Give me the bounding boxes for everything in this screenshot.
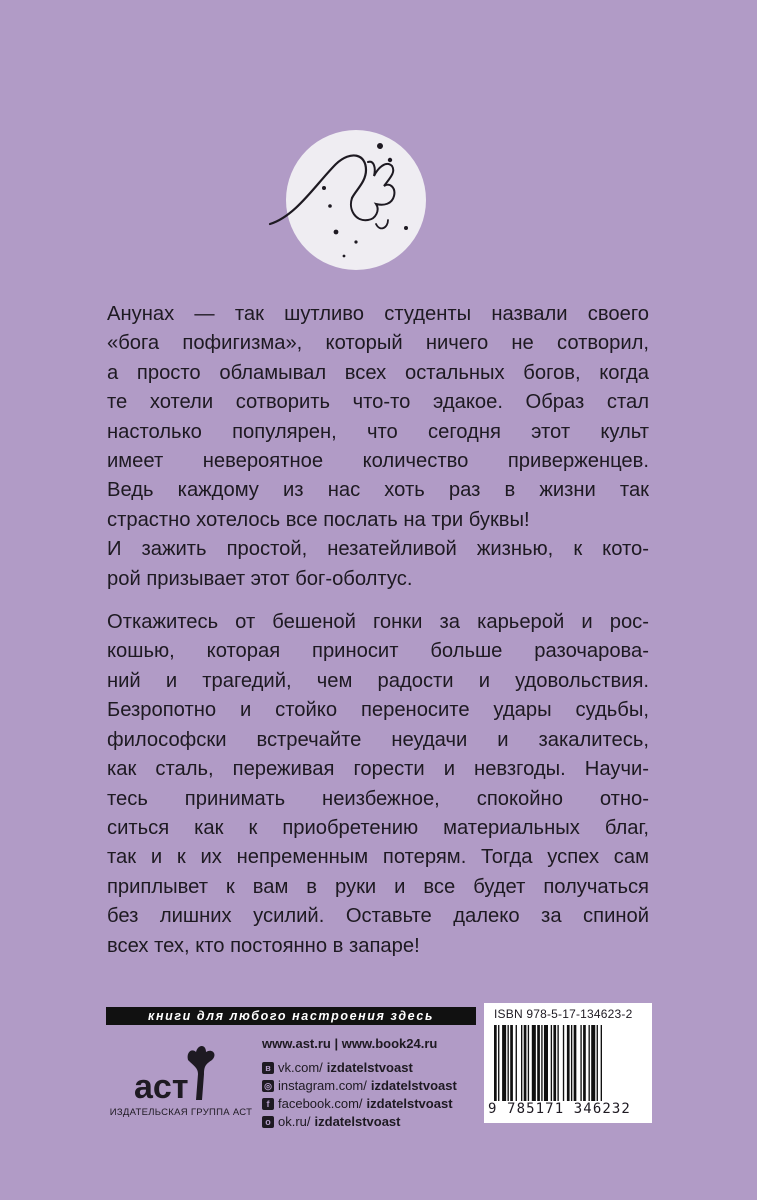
barcode-stripe bbox=[601, 1025, 602, 1101]
barcode-stripe bbox=[574, 1025, 577, 1101]
barcode-bars bbox=[494, 1025, 644, 1101]
text-line: кошью, которая приносит больше разочарова- bbox=[107, 640, 649, 663]
barcode-stripe bbox=[502, 1025, 506, 1101]
barcode-digits: 9 785171 346232 bbox=[488, 1101, 631, 1117]
social-link-vk[interactable]: в vk.com/ izdatelstvoast bbox=[262, 1059, 457, 1077]
blurb-paragraph-1 bbox=[107, 300, 649, 594]
moon-hand-illustration bbox=[256, 124, 456, 274]
barcode-stripe bbox=[494, 1025, 497, 1101]
text-line: те хотели сотворить что-то эдакое. Образ стал bbox=[107, 391, 649, 414]
barcode-stripe bbox=[557, 1025, 558, 1101]
barcode-stripe bbox=[524, 1025, 527, 1101]
text-line: ситься как к приобретению материальных благ, bbox=[107, 816, 649, 839]
text-line: Ведь каждому из нас хоть раз в жизни так bbox=[107, 479, 649, 502]
facebook-icon: f bbox=[262, 1098, 274, 1110]
text-line: настолько популярен, что сегодня этот культ bbox=[107, 420, 649, 443]
tagline-bar: книги для любого настроения здесь bbox=[106, 1007, 476, 1025]
barcode-stripe bbox=[583, 1025, 586, 1101]
barcode-stripe bbox=[498, 1025, 499, 1101]
text-line: всех тех, кто постоянно в запаре! bbox=[107, 934, 420, 957]
social-link-instagram[interactable]: ◎ instagram.com/ izdatelstvoast bbox=[262, 1077, 457, 1095]
instagram-icon: ◎ bbox=[262, 1080, 274, 1092]
barcode-stripe bbox=[544, 1025, 548, 1101]
publisher-caption: ИЗДАТЕЛЬСКАЯ ГРУППА АСТ bbox=[109, 1107, 253, 1118]
barcode-stripe bbox=[597, 1025, 598, 1101]
barcode-stripe bbox=[567, 1025, 570, 1101]
text-line: приплывет к вам в руки и все будет получаться bbox=[107, 875, 649, 898]
barcode-stripe bbox=[528, 1025, 529, 1101]
ast-logo-text: аст bbox=[134, 1068, 189, 1106]
text-line: Анунах — так шутливо студенты назвали своего bbox=[107, 303, 649, 325]
social-link-facebook[interactable]: f facebook.com/ izdatelstvoast bbox=[262, 1095, 457, 1113]
text-line: И зажить простой, незатейливой жизнью, к кото- bbox=[107, 538, 649, 561]
barcode-stripe bbox=[563, 1025, 564, 1101]
barcode-stripe bbox=[508, 1025, 509, 1101]
text-line: без лишних усилий. Оставьте далеко за спиной bbox=[107, 905, 649, 928]
barcode-panel bbox=[484, 1003, 652, 1123]
text-line: рой призывает этот бог-оболтус. bbox=[107, 567, 413, 590]
barcode-stripe bbox=[537, 1025, 540, 1101]
text-line: тесь принимать неизбежное, спокойно отно- bbox=[107, 787, 649, 810]
text-line: Откажитесь от бешеной гонки за карьерой и рос- bbox=[107, 611, 649, 634]
text-line: как сталь, переживая горести и невзгоды. Научи- bbox=[107, 758, 649, 781]
barcode-stripe bbox=[521, 1025, 522, 1101]
barcode-stripe bbox=[571, 1025, 572, 1101]
contact-links bbox=[262, 1035, 457, 1131]
barcode-stripe bbox=[551, 1025, 552, 1101]
text-line: имеет невероятное количество приверженцев. bbox=[107, 450, 649, 473]
barcode-stripe bbox=[591, 1025, 595, 1101]
text-line: ний и трагедий, чем радости и удовольствия. bbox=[107, 669, 649, 692]
barcode-stripe bbox=[589, 1025, 590, 1101]
text-line: страстно хотелось все послать на три буквы! bbox=[107, 508, 530, 531]
text-line: так и к их непременным потерям. Тогда успех сам bbox=[107, 846, 649, 869]
barcode-stripe bbox=[510, 1025, 513, 1101]
barcode-stripe bbox=[553, 1025, 556, 1101]
social-link-odnoklassniki[interactable]: о ok.ru/ izdatelstvoast bbox=[262, 1113, 457, 1131]
vk-icon: в bbox=[262, 1062, 274, 1074]
text-line: а просто обламывал всех остальных богов, когда bbox=[107, 361, 649, 384]
text-line: Безропотно и стойко переносите удары судьбы, bbox=[107, 699, 649, 722]
cover-blurb bbox=[107, 300, 649, 961]
odnoklassniki-icon: о bbox=[262, 1116, 274, 1128]
text-line: «бога пофигизма», который ничего не сотворил, bbox=[107, 332, 649, 355]
blurb-paragraph-2 bbox=[107, 608, 649, 961]
barcode-stripe bbox=[532, 1025, 536, 1101]
text-line: философски встречайте неудачи и закалитесь, bbox=[107, 728, 649, 751]
barcode-stripe bbox=[541, 1025, 542, 1101]
barcode-stripe bbox=[580, 1025, 581, 1101]
websites-link[interactable]: www.ast.ru | www.book24.ru bbox=[262, 1036, 438, 1051]
isbn-label: ISBN 978-5-17-134623-2 bbox=[494, 1007, 633, 1021]
barcode-stripe bbox=[516, 1025, 517, 1101]
